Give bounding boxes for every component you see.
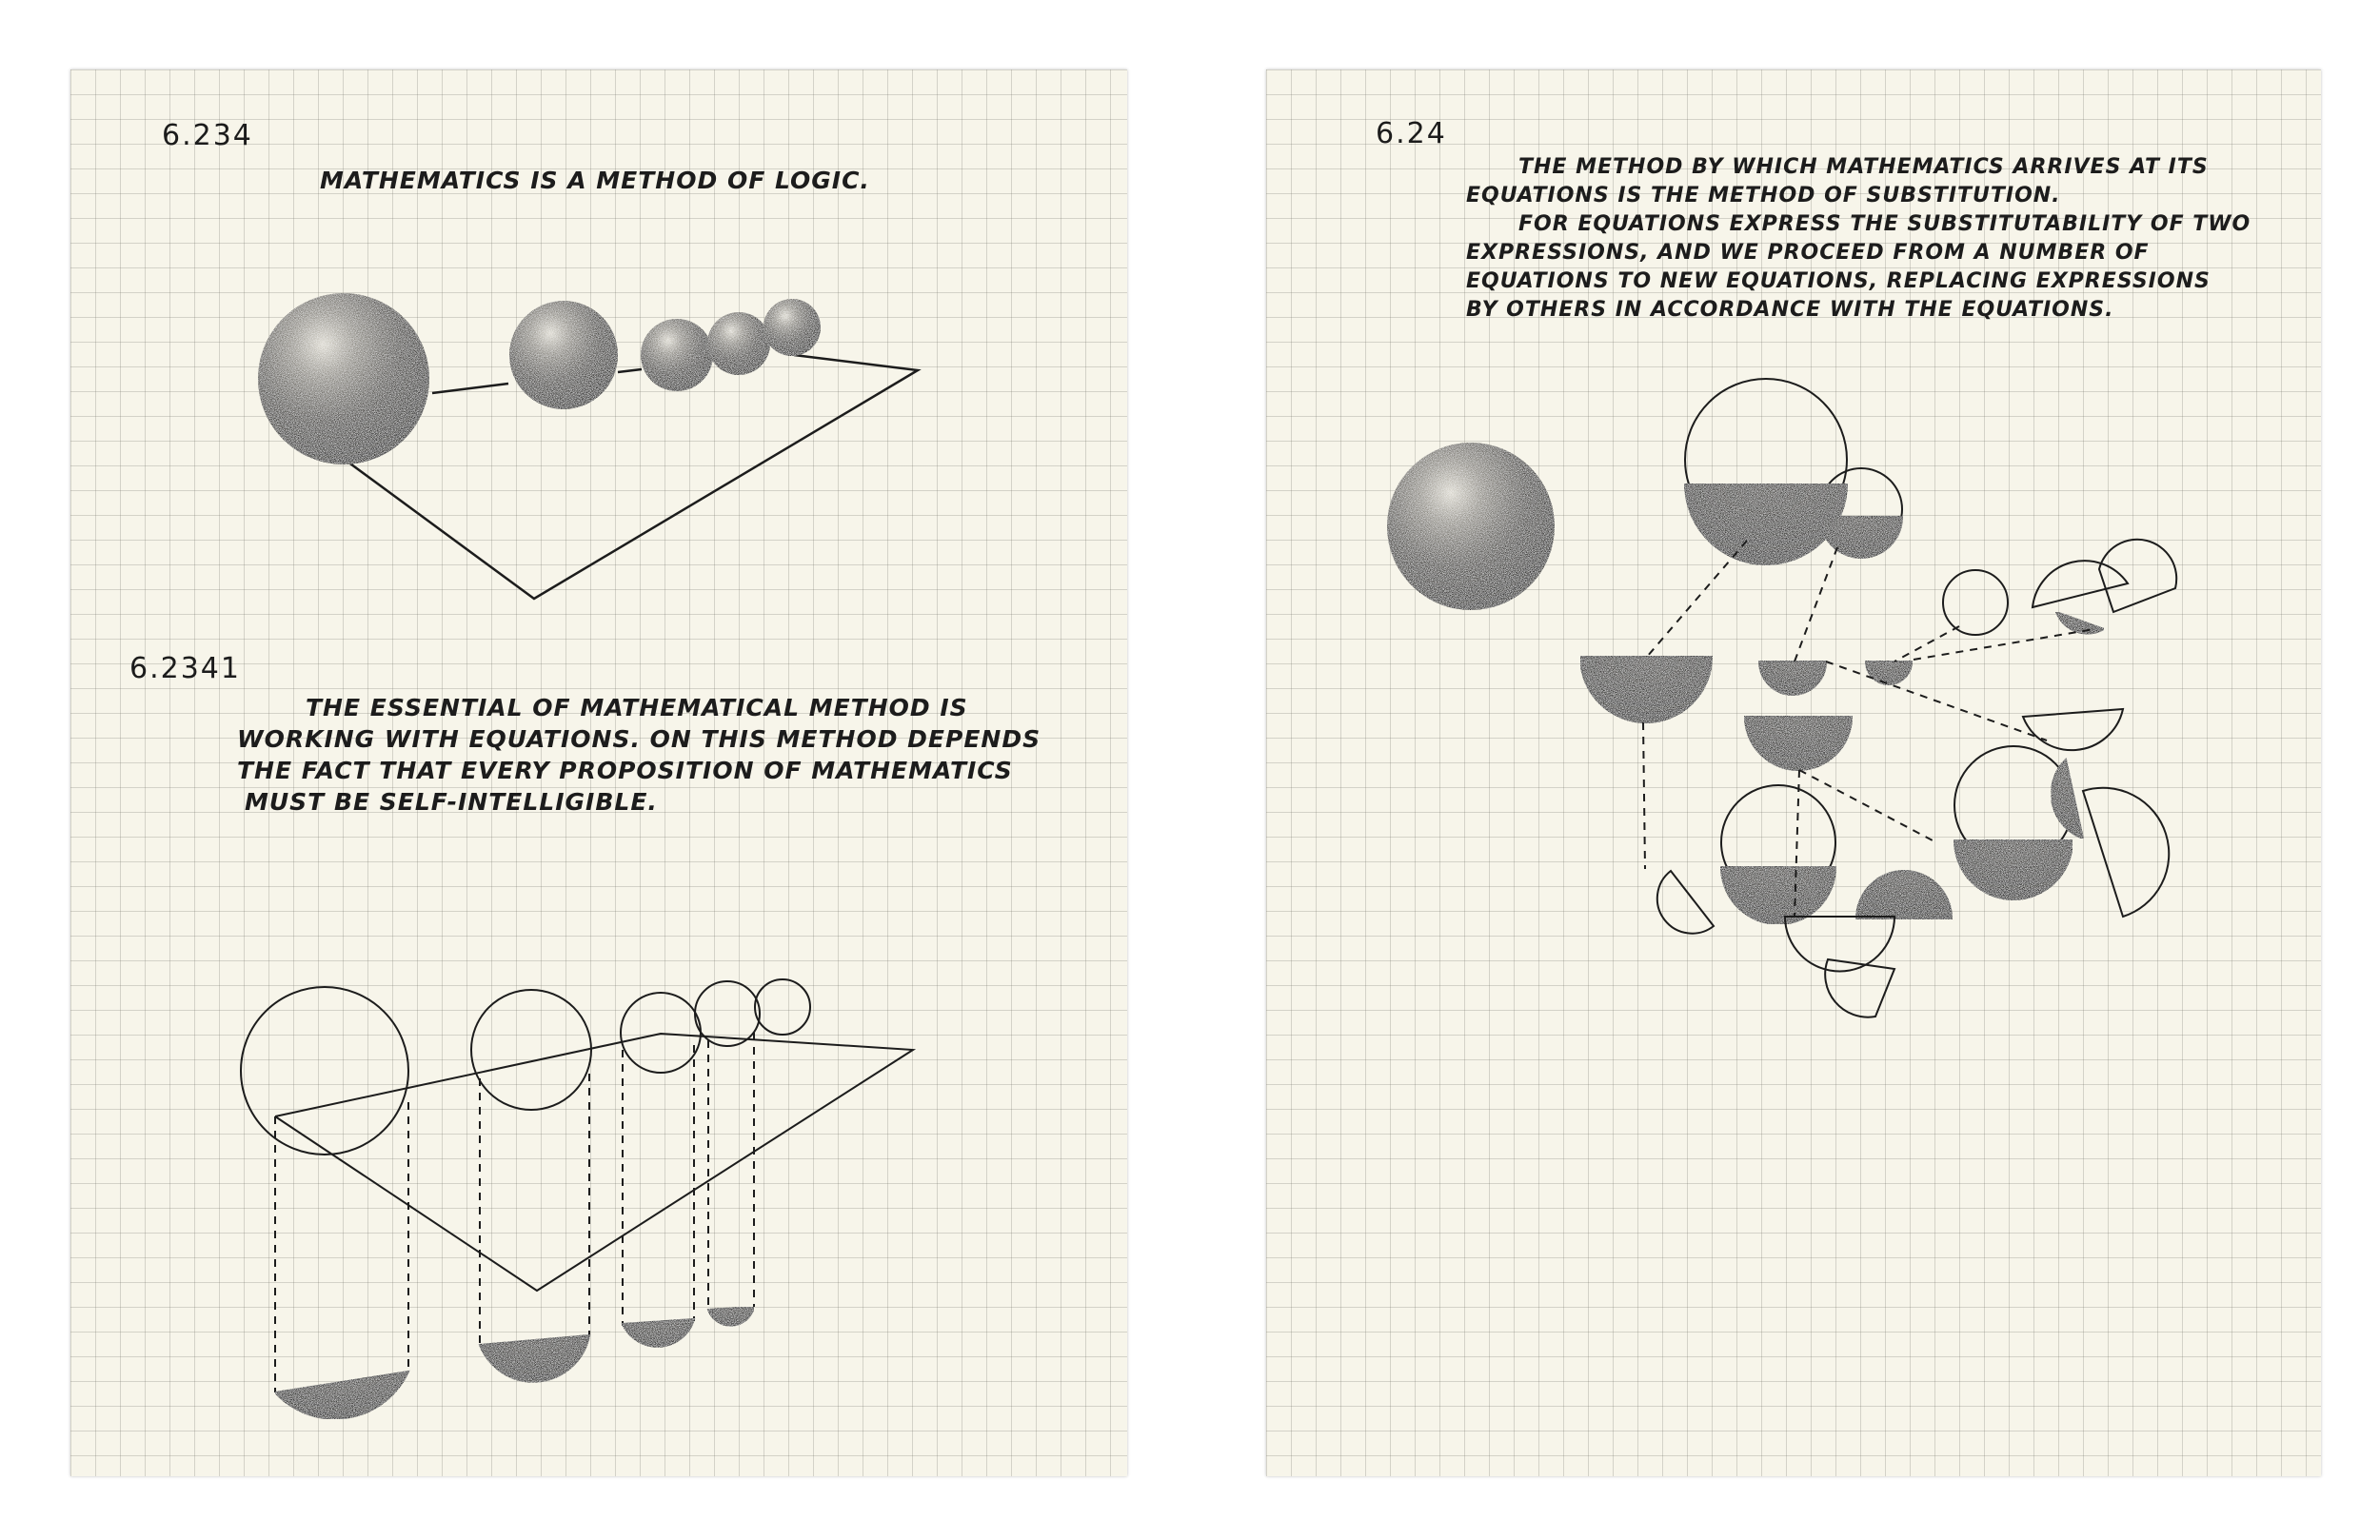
outline-circle-smallest (755, 979, 810, 1035)
substitution-hemispheres-drawing (1266, 69, 2321, 1476)
text-line: BY OTHERS IN ACCORDANCE WITH THE EQUATIONS. (1466, 298, 2114, 322)
text-line: THE FACT THAT EVERY PROPOSITION OF MATHEMATICS (237, 757, 1013, 784)
projected-triangle (275, 1034, 913, 1291)
text-line: EQUATIONS IS THE METHOD OF SUBSTITUTION. (1466, 184, 2061, 207)
projected-spheres-drawing (70, 69, 1127, 1476)
solid-sphere (1387, 443, 1555, 610)
section-number-6-2341: 6.2341 (129, 652, 241, 685)
dome-1 (1856, 871, 1952, 918)
projected-bowl-medium (480, 1335, 589, 1382)
bowl-2 (1759, 661, 1826, 695)
text-line: EXPRESSIONS, AND WE PROCEED FROM A NUMBER OF (1466, 241, 2150, 265)
bowl-1 (1580, 657, 1712, 722)
projected-bowl-large (275, 1372, 408, 1419)
half-shaded-circle-3 (1943, 570, 2008, 635)
text-line: THE ESSENTIAL OF MATHEMATICAL METHOD IS (306, 694, 968, 721)
section-number-6-234: 6.234 (162, 119, 253, 152)
text-line: WORKING WITH EQUATIONS. ON THIS METHOD DEPENDS (237, 725, 1041, 753)
bowl-3 (1866, 661, 1912, 684)
text-line: EQUATIONS TO NEW EQUATIONS, REPLACING EXPRESSIONS (1466, 269, 2211, 293)
projected-bowl-smallest (708, 1307, 754, 1326)
outline-circle-large (241, 987, 408, 1155)
outline-circle-medium (471, 990, 591, 1110)
bowl-4 (1745, 717, 1852, 770)
projected-bowl-small (623, 1319, 694, 1347)
section-number-6-24: 6.24 (1376, 117, 1447, 150)
left-notebook-page (70, 69, 1127, 1476)
text-line: FOR EQUATIONS EXPRESS THE SUBSTITUTABILITY OF TWO (1518, 212, 2251, 236)
text-line: MUST BE SELF-INTELLIGIBLE. (245, 788, 658, 816)
section-text-6-234: MATHEMATICS IS A METHOD OF LOGIC. (320, 167, 870, 194)
text-line: THE METHOD BY WHICH MATHEMATICS ARRIVES AT ITS (1518, 155, 2209, 179)
right-notebook-page (1266, 69, 2321, 1476)
